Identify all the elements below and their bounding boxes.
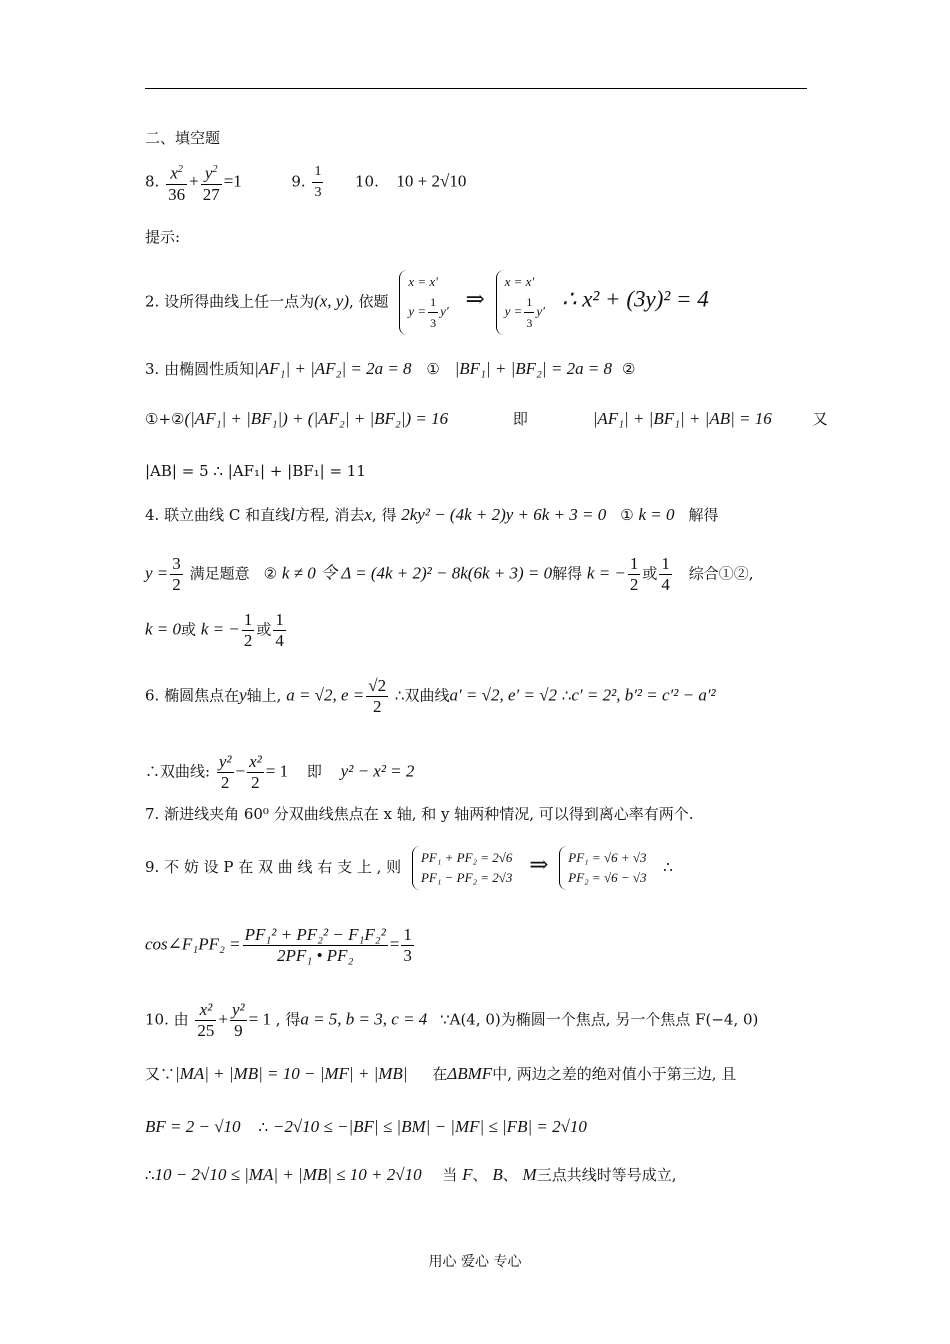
section-title: 二、填空题 (145, 129, 221, 147)
hint-4: 4. 联立曲线 C 和直线l方程, 消去x, 得 2ky² − (4k + 2)y + 6k + 3 = 0 ① k = 0 解得 (145, 505, 719, 524)
hint-3: 3. 由椭圆性质知|AF₁| + |AF₂| = 2a = 8 ① |BF₁| + |BF₂| = 2a = 8 ② (145, 359, 636, 378)
hint-10-line2: 又∵|MA| + |MB| = 10 − |MF| + |MB| 在ΔBMF中, 两边之差的绝对值小于第三边, 且 (145, 1064, 737, 1083)
page-footer: 用心 爱心 专心 (428, 1254, 522, 1270)
hint-7: 7. 渐进线夹角 60⁰ 分双曲线焦点在 x 轴, 和 y 轴两种情况, 可以得到离心率有两个. (145, 805, 694, 823)
hint-10: 10. 由 $\frac{\text{x²}}{25}$ + $\frac{\text{y²}}{9}$ = 1 , 得a = 5, b = 3, c = 4 ∵A(4, 0)为椭圆一个焦点, 另一个焦点 F(−4, 0) (145, 1000, 759, 1040)
hint-3-line3: |AB| = 5 ∴ |AF₁| + |BF₁| = 11 (145, 462, 366, 480)
hint-9-line2: cos∠F₁PF₂ = $\frac{\text{PF₁² + PF₂² − F₁F₂²}}{\text{2PF₁ • PF₂}}$ = $\frac{1}{3}$ (145, 925, 412, 965)
answer-8-frac1: $\frac{x^2}{36}$ (166, 160, 187, 205)
hint-9: 9. 不 妨 设 P 在 双 曲 线 右 支 上 , 则 PF₁ + PF₂ = 2√6 PF₁ − PF₂ = 2√3 ⇒ PF₁ = √6 + √3 PF₂ = √6 − √3 ∴ (145, 846, 673, 890)
hint-2: 2. 设所得曲线上任一点为(x, y), 依题 x = x′ y = $\frac{1}{3}$ y′ ⇒ x = x′ y = $\frac{1}{3}$ y′ ∴ x² + (3y)² = 4 (145, 270, 709, 335)
answer-9: $\frac{1}{3}$ (314, 163, 322, 200)
hint-3-line2: ①+②(|AF₁| + |BF₁|) + (|AF₂| + |BF₂|) = 16 即 |AF₁| + |BF₁| + |AB| = 16 又 (145, 409, 828, 428)
hint-6-line2: ∴双曲线: $\frac{\text{y²}}{2}$ − $\frac{\text{x²}}{2}$ = 1 即 y² − x² = 2 (145, 752, 415, 792)
hint-10-line3: BF = 2 − √10 ∴ −2√10 ≤ −|BF| ≤ |BM| − |MF| ≤ |FB| = 2√10 (145, 1117, 587, 1136)
answer-10: 10 + 2√10 (396, 171, 467, 191)
header-rule (145, 88, 807, 89)
answers-line: 8. $\frac{x^2}{36}$ + $\frac{y^2}{27}$ =1 9. $\frac{1}{3}$ 10. 10 + 2√10 (145, 160, 466, 205)
hints-label: 提示: (145, 228, 181, 246)
hint-4-line2: y = $\frac{3}{2}$ 满足题意 ② k ≠ 0 令 Δ = (4k + 2)² − 8k(6k + 3) = 0解得 k = − $\frac{1}{2}$ 或 $\frac{1}{4}$ 综合①②, (145, 554, 754, 594)
hint-10-line4: ∴10 − 2√10 ≤ |MA| + |MB| ≤ 10 + 2√10 当 F、 B、 M三点共线时等号成立, (145, 1165, 677, 1184)
system-1: x = x′ y = $\frac{1}{3}$ y′ (399, 270, 454, 335)
answer-8-frac2: $\frac{y^2}{27}$ (201, 160, 222, 205)
hint-4-line3: k = 0或 k = − $\frac{1}{2}$ 或 $\frac{1}{4}$ (145, 610, 284, 650)
hint-6: 6. 椭圆焦点在y轴上, a = √2, e = $\frac{√2}{2}$ ∴双曲线a′ = √2, e′ = √2 ∴c′ = 2², b′² = c′² − a′² (145, 676, 716, 716)
system-2: x = x′ y = $\frac{1}{3}$ y′ (496, 270, 551, 335)
